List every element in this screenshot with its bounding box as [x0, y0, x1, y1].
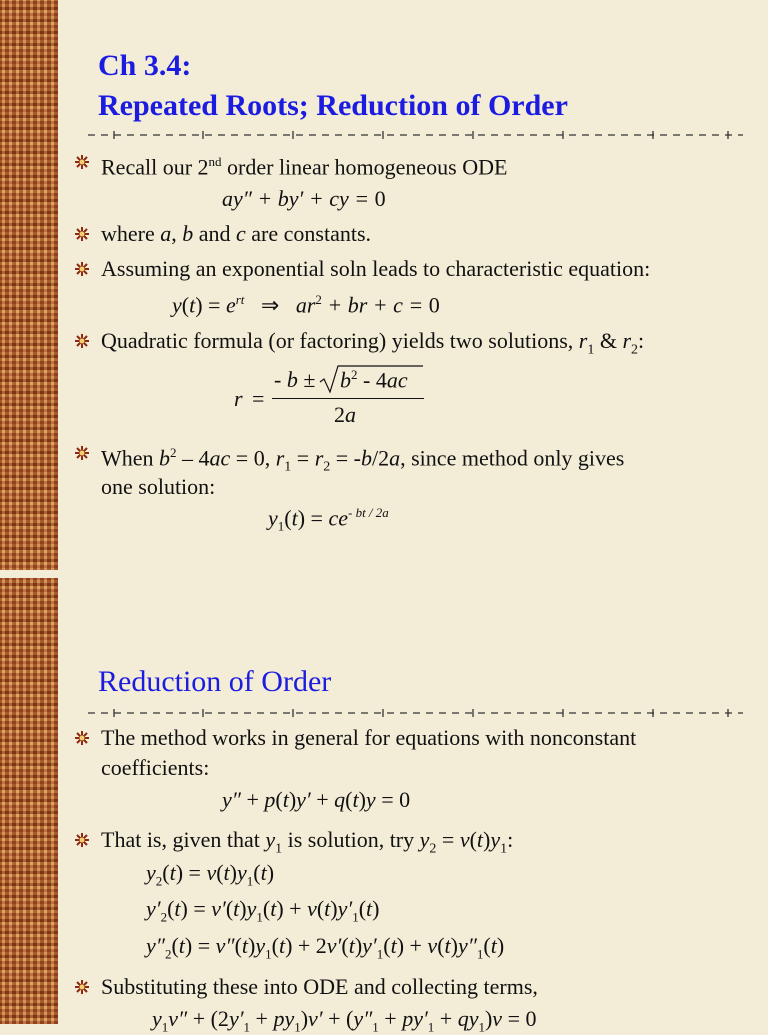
equation-quadratic: r = - b ± $b^2 - 4ac$ 2a: [232, 362, 432, 432]
star-bullet-icon: [74, 730, 90, 746]
equation-general-ode: y″ + p(t)y′ + q(t)y = 0: [222, 787, 411, 812]
list-item: [74, 437, 744, 507]
title-divider: [88, 708, 743, 718]
bullet-text: The method works in general for equations with nonconstant: [101, 725, 637, 750]
list-item: [74, 722, 744, 790]
bullet-text: Recall our 2nd order linear homogeneous ODE: [101, 154, 508, 180]
bullet-text: Quadratic formula (or factoring) yields two solutions, $r_1$ & $r_2$:: [101, 328, 645, 358]
bullet-text: When $b^2 - 4ac = 0$, $r_1 = r_2 = -b/2a$, since method only gives: [101, 445, 625, 475]
equation-y2-double-prime: $y''_2(t) = v''(t)y_1(t) + 2v'(t)y'_1(t) + v(t)y''_1(t)$: [146, 933, 505, 962]
bullet-text: where a, b and c are constants.: [101, 221, 372, 246]
equation-y2-prime: $y'_2(t) = v'(t)y_1(t) + v(t)y'_1(t)$: [146, 896, 380, 925]
title-divider: [88, 130, 743, 140]
bullet-text: Substituting these into ODE and collecting terms,: [101, 974, 538, 999]
bullet-text-cont: one solution:: [101, 474, 216, 499]
bullet-text-cont: coefficients:: [101, 755, 210, 780]
equation-characteristic: $y(t) = e^{rt}$ ⇒ $ar^2$ + br + c = 0: [172, 292, 440, 318]
star-bullet-icon: [74, 445, 90, 461]
star-bullet-icon: [74, 154, 90, 170]
equation-single-solution: $y_1(t) = ce^{- bt / 2a}$: [268, 505, 389, 534]
bullet-text: That is, given that $y_1$ is solution, try $y_2 = v(t)y_1$:: [101, 827, 514, 857]
slide-separator: [0, 570, 58, 578]
star-bullet-icon: [74, 979, 90, 995]
title-line-2: Repeated Roots; Reduction of Order: [98, 89, 568, 122]
star-bullet-icon: [74, 832, 90, 848]
star-bullet-icon: [74, 226, 90, 242]
equation-ode: ay″ + by′ + cy = 0: [222, 186, 386, 211]
slide-title: Reduction of Order: [98, 665, 332, 698]
equation-collected: $y_1v'' + (2y'_1 + py_1)v' + (y''_1 + py'_1 + qy_1)v = 0$: [152, 1006, 537, 1035]
slide-title: [98, 46, 568, 126]
star-bullet-icon: [74, 261, 90, 277]
title-line-1: Ch 3.4:: [98, 49, 192, 82]
slide-2: [0, 578, 768, 1035]
star-bullet-icon: [74, 333, 90, 349]
bullet-text: Assuming an exponential soln leads to characteristic equation:: [101, 256, 651, 281]
equation-y2: $y_2(t) = v(t)y_1(t)$: [146, 860, 275, 889]
